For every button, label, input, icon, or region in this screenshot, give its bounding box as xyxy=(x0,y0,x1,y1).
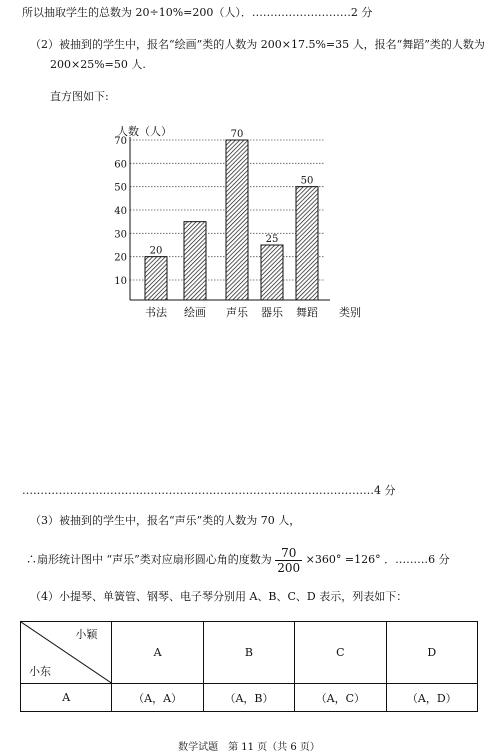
y-tick-label: 50 xyxy=(114,182,127,194)
answer-line-2: （2）被抽到的学生中，报名“绘画”类的人数为 200×17.5%=35 人，报名“舞蹈”类的人数为 xyxy=(30,38,485,51)
table-cell: （A，D） xyxy=(386,684,477,712)
column-header-c: C xyxy=(295,622,386,684)
answer-line-6 xyxy=(26,541,450,579)
answer-line-3: 200×25%=50 人. xyxy=(50,58,146,71)
bar-value-label: 20 xyxy=(149,245,163,257)
bar-chart xyxy=(0,112,498,442)
page-footer: 数学试题 第 11 页（共 6 页） xyxy=(178,742,320,753)
answer-line-4-score: ……………………………………………………………………………………4 分 xyxy=(22,484,396,497)
column-header-d: D xyxy=(386,622,477,684)
bar xyxy=(226,140,248,300)
bar-value-label: 25 xyxy=(265,234,279,245)
header-xiaodong: 小东 xyxy=(29,665,51,678)
bar-value-label: 50 xyxy=(300,175,314,187)
bar xyxy=(296,187,318,300)
x-category-label: 声乐 xyxy=(226,306,248,319)
y-tick-label: 20 xyxy=(114,252,127,264)
angle-text: ∴扇形统计图中 “声乐”类对应扇形圆心角的度数为 xyxy=(26,553,272,566)
table-row xyxy=(21,684,478,712)
bar xyxy=(261,245,283,300)
y-tick-label: 10 xyxy=(114,276,127,287)
table-cell: （A，B） xyxy=(203,684,294,712)
x-category-label: 书法 xyxy=(145,306,167,319)
angle-result: ×360° =126° ．………6 分 xyxy=(305,553,450,566)
column-header-a: A xyxy=(112,622,203,684)
bar xyxy=(145,257,167,300)
y-tick-label: 60 xyxy=(114,159,127,171)
fraction-denominator: 200 xyxy=(277,560,301,575)
answer-line-1: 所以抽取学生的总数为 20÷10%=200（人）．………………………2 分 xyxy=(22,6,373,19)
x-category-label: 舞蹈 xyxy=(296,306,318,319)
fraction-numerator: 70 xyxy=(275,546,302,561)
y-tick-label: 40 xyxy=(114,206,127,217)
y-tick-label: 70 xyxy=(114,136,127,147)
row-label: A xyxy=(21,684,112,712)
table-header-row xyxy=(21,622,478,684)
table-diagonal-header xyxy=(21,622,112,684)
histogram-intro: 直方图如下: xyxy=(50,90,109,103)
answer-line-7: （4）小提琴、单簧管、钢琴、电子琴分别用 A、B、C、D 表示，列表如下： xyxy=(30,590,408,603)
x-axis-label: 类别 xyxy=(339,306,361,319)
x-category-label: 绘画 xyxy=(184,306,206,319)
header-xiaoying: 小颖 xyxy=(75,628,98,641)
listing-table xyxy=(20,621,478,712)
y-axis-label: 人数（人） xyxy=(117,125,172,138)
y-tick-label: 30 xyxy=(114,229,127,241)
bar-value-label: 70 xyxy=(230,129,244,140)
table-cell: （A，C） xyxy=(295,684,386,712)
column-header-b: B xyxy=(203,622,294,684)
x-category-label: 器乐 xyxy=(261,306,283,319)
bar xyxy=(184,222,206,300)
table-cell: （A，A） xyxy=(112,684,203,712)
answer-line-5: （3）被抽到的学生中，报名“声乐”类的人数为 70 人， xyxy=(30,514,301,527)
fraction xyxy=(275,546,302,575)
